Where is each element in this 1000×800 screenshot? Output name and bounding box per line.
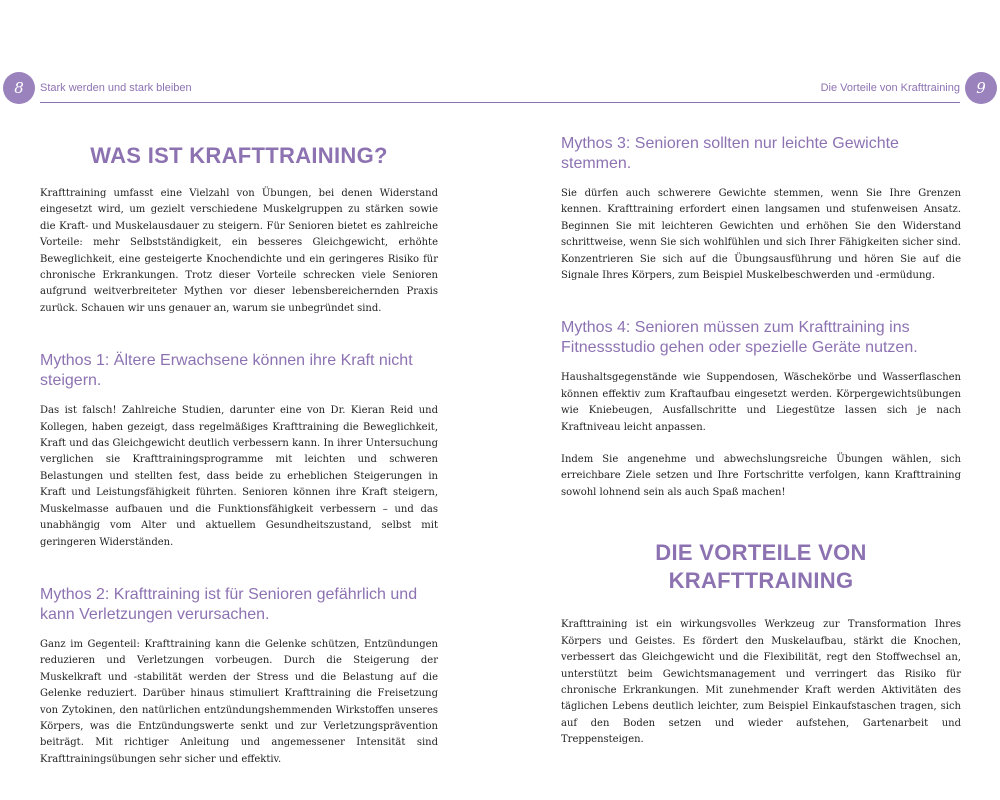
myth-1-paragraph: Das ist falsch! Zahlreiche Studien, darunter eine von Dr. Kieran Reid und Kollegen, haben gezeigt, dass regelmäßiges Krafttraining die Beweglichkeit, Kraft und das Gleichgewicht deutlich verbessern kann. In ihrer Untersuchung verglichen sie Krafttrainingsprogramme mit leichten und schweren Belastungen und stellten fest, dass beide zu erheblichen Steigerungen in Kraft und Leistungsfähigkeit führten. Senioren können ihre Kraft steigern, Muskelmasse aufbauen und die Funktionsfähigkeit verbessern – und das unabhängig vom Alter und aktuellem Gesundheitszustand, selbst mit geringeren Widerständen. xyxy=(40,405,438,548)
right-column xyxy=(561,120,961,749)
closing-paragraph: Indem Sie angenehme und abwechslungsreiche Übungen wählen, sich erreichbare Ziele setzen und Ihre Fortschritte verfolgen, kann Krafttraining sowohl lohnend sein als auch Spaß machen! xyxy=(561,454,961,498)
running-head: Stark werden und stark bleiben xyxy=(40,82,192,94)
chapter-title: WAS IST KRAFTTRAINING? xyxy=(90,143,388,168)
myth-4-paragraph: Haushaltsgegenstände wie Suppendosen, Wäschekörbe und Wasserflaschen können effektiv zum Kraftaufbau eingesetzt werden. Körpergewichtsübungen wie Kniebeugen, Ausfallschritte und Liegestütze lassen sich je nach Kraftniveau leicht anpassen. xyxy=(561,372,961,433)
right-page xyxy=(500,0,1000,800)
page-number-badge: 8 xyxy=(3,72,35,104)
myth-1-heading: Mythos 1: Ältere Erwachsene können ihre Kraft nicht steigern. xyxy=(40,352,413,390)
myth-3-paragraph: Sie dürfen auch schwerere Gewichte stemmen, wenn Sie Ihre Grenzen kennen. Krafttraining erfordert einen langsamen und stufenweisen Ansatz. Beginnen Sie mit leichteren Gewichten und erhöhen Sie den Widerstand schrittweise, wenn Sie sich wohlfühlen und sich Ihrer Fähigkeiten sicher sind. Konzentrieren Sie sich auf die Übungsausführung und hören Sie auf die Signale Ihres Körpers, zum Beispiel Muskelbeschwerden und -ermüdung. xyxy=(561,188,961,282)
header-rule xyxy=(40,102,500,103)
chapter-title: DIE VORTEILE VON KRAFTTRAINING xyxy=(655,540,867,594)
benefits-paragraph: Krafttraining ist ein wirkungsvolles Werkzeug zur Transformation Ihres Körpers und Geistes. Es fördert den Muskelaufbau, stärkt die Knochen, verbessert das Gleichgewicht und die Flexibilität, regt den Stoffwechsel an, unterstützt beim Gewichtsmanagement und verringert das Risiko für chronische Erkrankungen. Mit zunehmender Kraft werden Aktivitäten des täglichen Lebens deutlich leichter, zum Beispiel Einkaufstaschen tragen, sich auf den Boden setzen und wieder aufstehen, Gartenarbeit und Treppensteigen. xyxy=(561,619,961,746)
myth-2-heading: Mythos 2: Krafttraining ist für Senioren gefährlich und kann Verletzungen verursachen. xyxy=(40,585,418,623)
running-head: Die Vorteile von Krafttraining xyxy=(820,82,960,94)
page-number-badge: 9 xyxy=(965,72,997,104)
myth-3-heading: Mythos 3: Senioren sollten nur leichte Gewichte stemmen. xyxy=(561,135,899,172)
intro-paragraph: Krafttraining umfasst eine Vielzahl von Übungen, bei denen Widerstand eingesetzt wird, um gezielt verschiedene Muskelgruppen zu stärken sowie die Kraft- und Muskelausdauer zu steigern. Für Senioren bietet es zahlreiche Vorteile: mehr Selbstständigkeit, ein besseres Gleichgewicht, erhöhte Beweglichkeit, eine gesteigerte Knochendichte und ein geringeres Risiko für chronische Erkrankungen. Trotz dieser Vorteile schrecken viele Senioren aufgrund weitverbreiteter Mythen vor dieser lebensbereichernden Praxis zurück. Schauen wir uns genauer an, warum sie unbegründet sind. xyxy=(40,188,438,314)
myth-2-paragraph: Ganz im Gegenteil: Krafttraining kann die Gelenke schützen, Entzündungen reduzieren und Verletzungen vorbeugen. Durch die Steigerung der Muskelkraft und -stabilität werden der Stress und die Belastung auf die Gelenke reduziert. Darüber hinaus stimuliert Krafttraining die Freisetzung von Zytokinen, den natürlichen entzündungshemmenden Wirkstoffen unseres Körpers, was die Entzündungswerte senkt und zur Verletzungsprävention beiträgt. Mit richtiger Anleitung und angemessener Intensität sind Krafttrainingsübungen sehr sicher und effektiv. xyxy=(40,638,438,765)
left-column xyxy=(40,120,438,768)
header-rule xyxy=(500,102,960,103)
myth-4-heading: Mythos 4: Senioren müssen zum Krafttraining ins Fitnessstudio gehen oder spezielle Geräte nutzen. xyxy=(561,319,918,357)
